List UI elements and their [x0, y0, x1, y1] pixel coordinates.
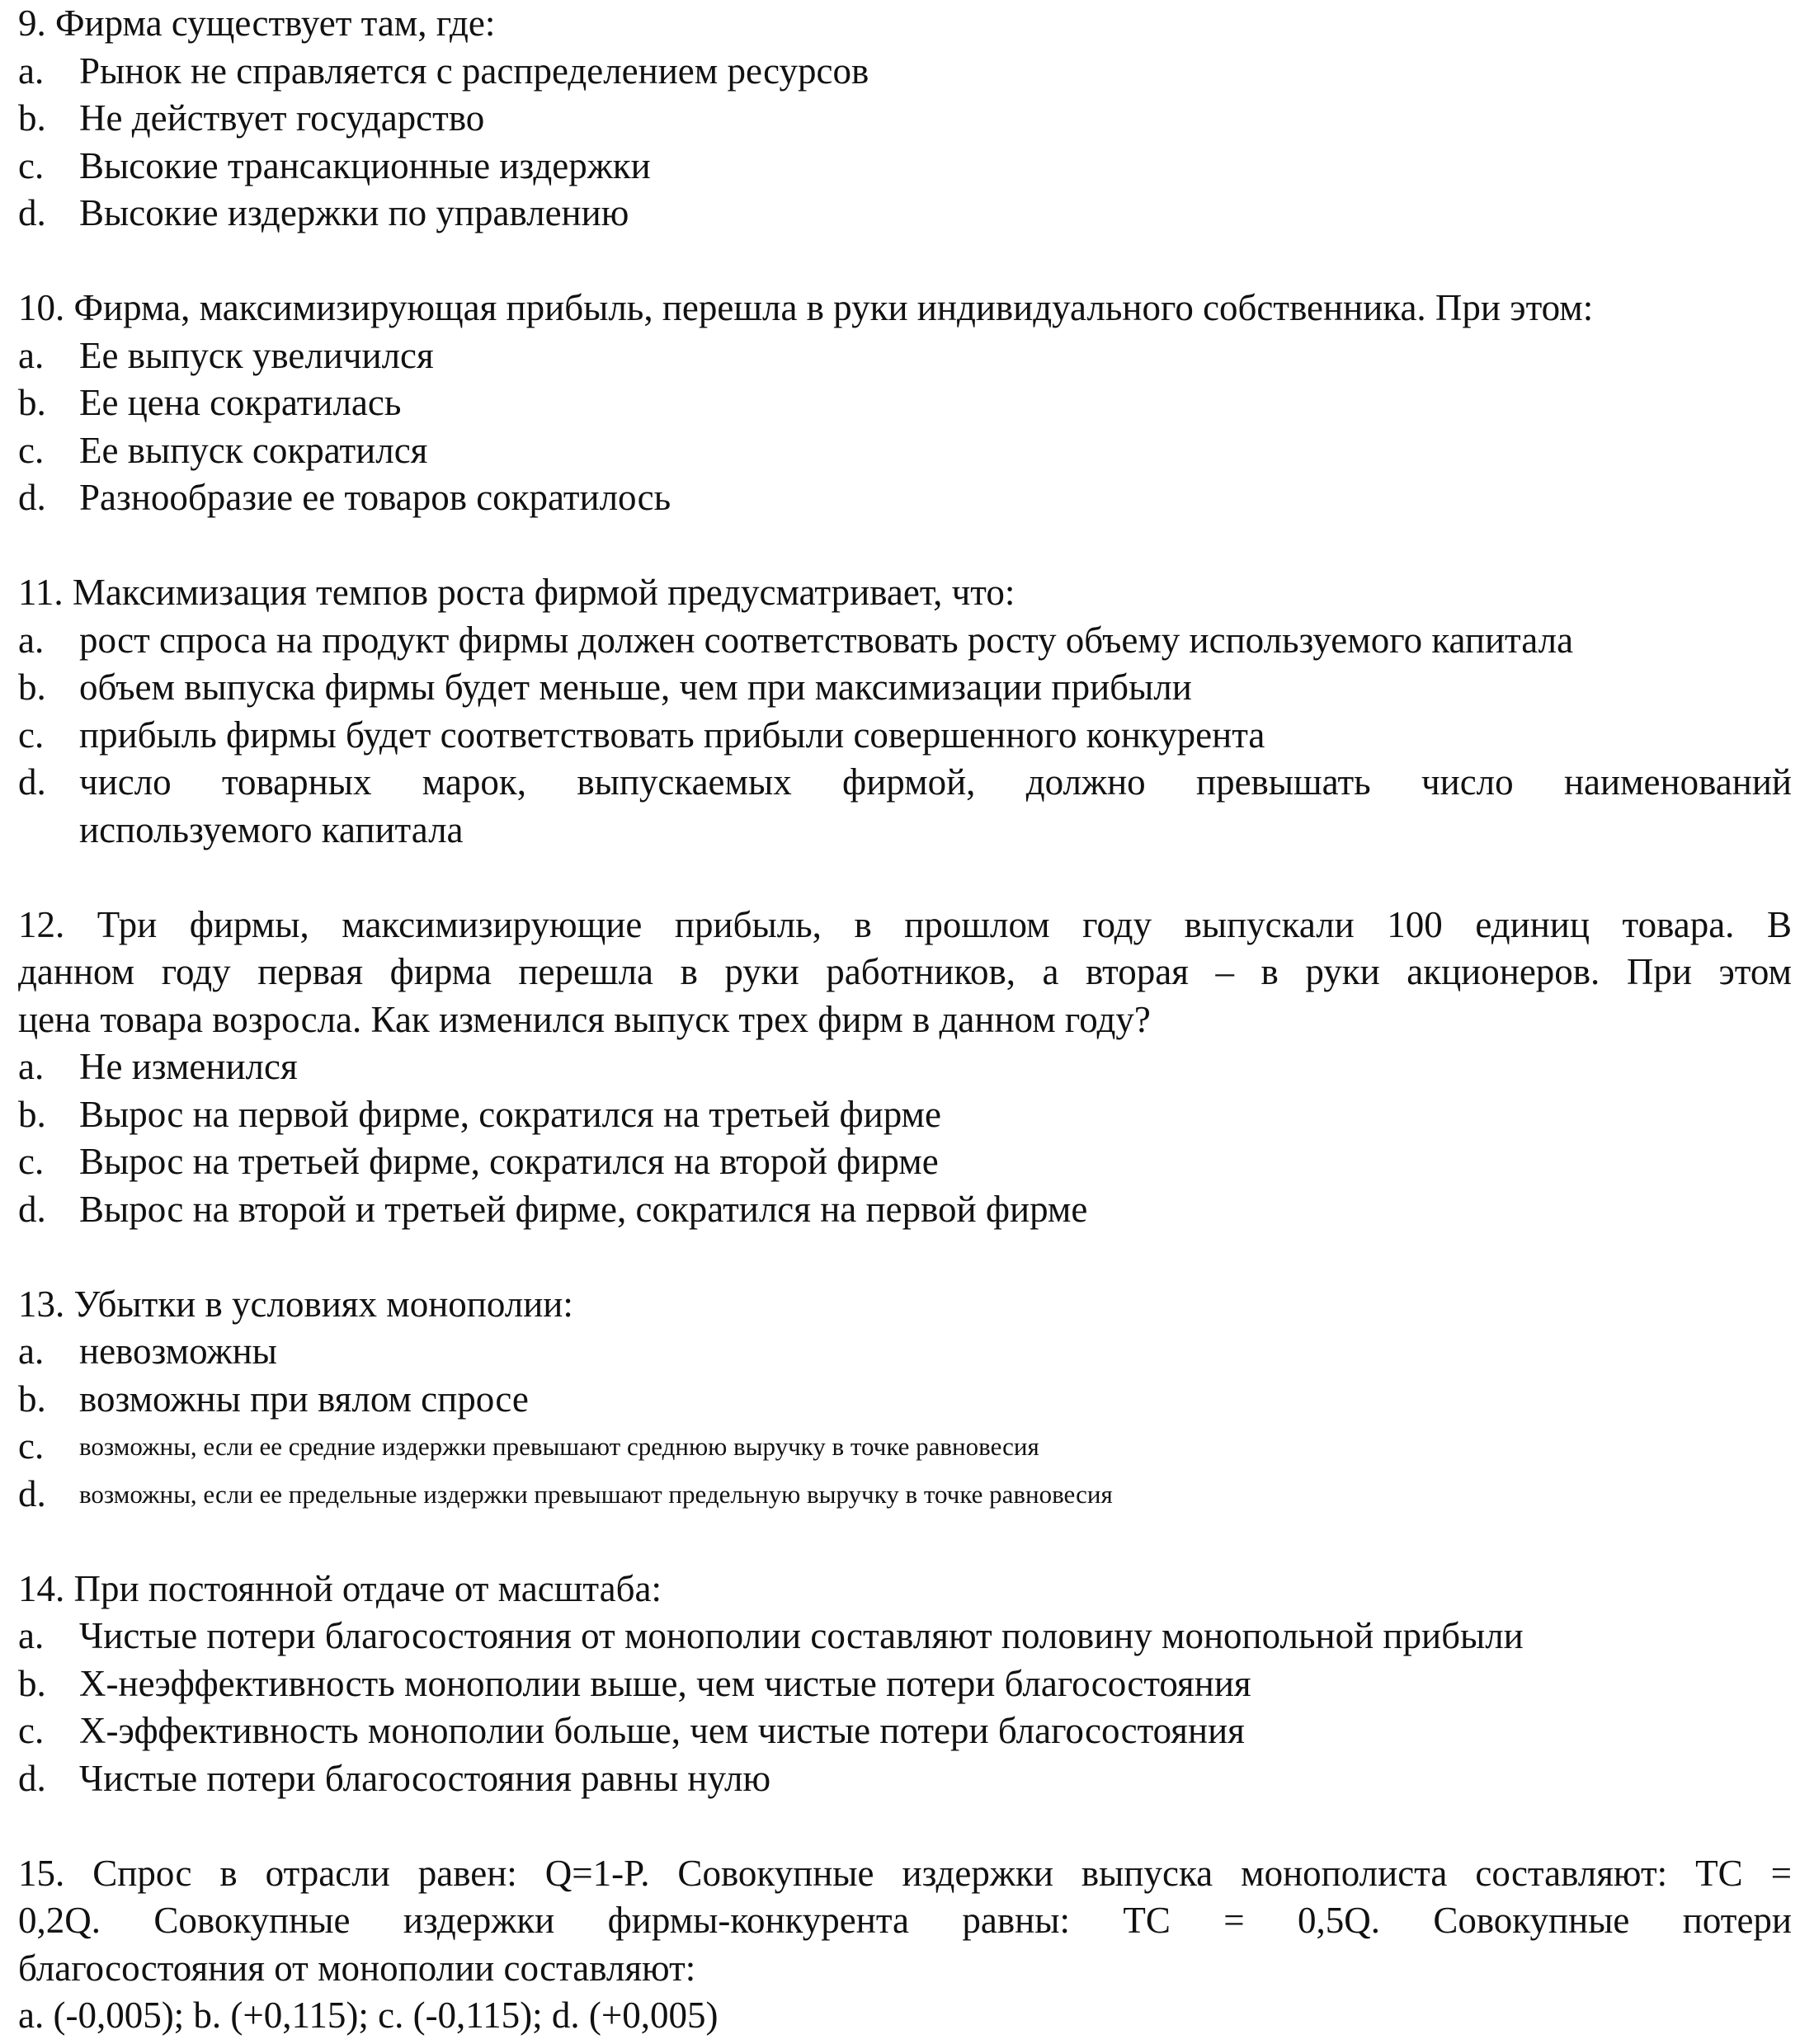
spacer [18, 1518, 1792, 1566]
option-letter: d. [18, 1757, 46, 1799]
option-text: используемого капитала [79, 808, 464, 850]
option-letter: a. [18, 1046, 45, 1087]
question-12-option-a[interactable] [18, 1043, 1792, 1091]
option-text: прибыль фирмы будет соответствовать прибыли совершенного конкурента [79, 714, 1265, 756]
option-letter: a. [18, 1330, 45, 1372]
stem-line: благосостояния от монополии составляют: [18, 1947, 696, 1989]
option-letter: d. [18, 761, 46, 803]
question-9-option-a[interactable] [18, 48, 1792, 96]
question-12-option-c[interactable] [18, 1138, 1792, 1186]
question-11-stem: 11. Максимизация темпов роста фирмой предусматривает, что: [18, 572, 1015, 613]
question-11-option-b[interactable] [18, 664, 1792, 712]
option-text: Ее выпуск увеличился [79, 334, 434, 376]
question-15-stem [18, 1850, 1792, 1993]
stem-line: цена товара возросла. Как изменился выпуск трех фирм в данном году? [18, 998, 1151, 1040]
option-letter: b. [18, 382, 46, 423]
option-letter: d. [18, 1188, 46, 1230]
option-text: Х-неэффективность монополии выше, чем чистые потери благосостояния [79, 1662, 1251, 1704]
option-letter: b. [18, 666, 46, 708]
question-10-option-c[interactable] [18, 427, 1792, 475]
option-text: Х-эффективность монополии больше, чем чистые потери благосостояния [79, 1710, 1245, 1751]
question-13-option-d[interactable] [18, 1471, 1792, 1519]
option-letter: c. [18, 1141, 45, 1182]
stem-line: 0,2Q. Совокупные издержки фирмы-конкурента равны: TC = 0,5Q. Совокупные потери [18, 1900, 1792, 1941]
option-text: возможны, если ее средние издержки превышают среднюю выручку в точке равновесия [79, 1432, 1039, 1461]
question-11-option-a[interactable] [18, 617, 1792, 665]
question-12-stem [18, 902, 1792, 1044]
option-text: Чистые потери благосостояния от монополии составляют половину монопольной прибыли [79, 1615, 1524, 1656]
option-text: Вырос на третьей фирме, сократился на второй фирме [79, 1141, 939, 1182]
option-text: невозможны [79, 1330, 277, 1372]
option-text: Разнообразие ее товаров сократилось [79, 477, 671, 518]
spacer [18, 238, 1792, 285]
question-10-stem: 10. Фирма, максимизирующая прибыль, перешла в руки индивидуального собственника. При этом: [18, 287, 1594, 328]
option-text: возможны при вялом спросе [79, 1378, 529, 1420]
question-13-stem: 13. Убытки в условиях монополии: [18, 1283, 573, 1325]
spacer [18, 1802, 1792, 1850]
option-letter: c. [18, 714, 45, 756]
question-9-stem: 9. Фирма существует там, где: [18, 2, 496, 44]
stem-line: данном году первая фирма перешла в руки работников, а вторая – в руки акционеров. При этом [18, 951, 1792, 992]
question-14-option-a[interactable] [18, 1613, 1792, 1660]
question-13-option-c[interactable] [18, 1423, 1792, 1471]
question-14-option-b[interactable] [18, 1660, 1792, 1708]
question-12-option-d[interactable] [18, 1186, 1792, 1234]
option-letter: c. [18, 429, 45, 471]
option-letter: a. [18, 49, 45, 92]
question-10-option-d[interactable] [18, 474, 1792, 522]
question-12-option-b[interactable] [18, 1091, 1792, 1139]
option-letter: c. [18, 1425, 45, 1467]
question-15-answers[interactable]: a. (-0,005); b. (+0,115); c. (-0,115); d. (+0,005) [18, 1995, 719, 2036]
option-text: Высокие издержки по управлению [79, 192, 629, 233]
option-letter: b. [18, 97, 46, 139]
stem-line: 15. Спрос в отрасли равен: Q=1-P. Совокупные издержки выпуска монополиста составляют: TC = [18, 1852, 1792, 1894]
option-letter: b. [18, 1093, 46, 1135]
stem-line: 12. Три фирмы, максимизирующие прибыль, в прошлом году выпускали 100 единиц товара. В [18, 903, 1792, 945]
option-text: Не действует государство [79, 97, 485, 139]
question-10-option-a[interactable] [18, 332, 1792, 380]
option-text: рост спроса на продукт фирмы должен соответствовать росту объему используемого капитала [79, 619, 1574, 661]
option-indent [18, 807, 79, 855]
document-page [18, 0, 1792, 2040]
option-text: Вырос на первой фирме, сократился на третьей фирме [79, 1093, 941, 1135]
option-text: Ее выпуск сократился [79, 429, 428, 471]
question-13-option-b[interactable] [18, 1376, 1792, 1424]
option-letter: b. [18, 1378, 46, 1420]
option-text: Вырос на второй и третьей фирме, сократился на первой фирме [79, 1188, 1088, 1230]
question-9-option-d[interactable] [18, 190, 1792, 238]
option-text: объем выпуска фирмы будет меньше, чем при максимизации прибыли [79, 666, 1192, 708]
option-text: Чистые потери благосостояния равны нулю [79, 1757, 771, 1799]
option-letter: b. [18, 1662, 46, 1704]
option-text: возможны, если ее предельные издержки превышают предельную выручку в точке равновесия [79, 1479, 1113, 1509]
option-letter: d. [18, 477, 46, 518]
question-9-option-b[interactable] [18, 95, 1792, 143]
spacer [18, 854, 1792, 902]
option-text: Не изменился [79, 1046, 298, 1087]
question-9-option-c[interactable] [18, 143, 1792, 191]
option-letter: d. [18, 192, 46, 233]
spacer [18, 522, 1792, 570]
option-letter: a. [18, 619, 45, 661]
question-14-option-c[interactable] [18, 1707, 1792, 1755]
question-14-stem: 14. При постоянной отдаче от масштаба: [18, 1567, 662, 1609]
option-text: Рынок не справляется с распределением ресурсов [79, 49, 869, 92]
option-text: Ее цена сократилась [79, 382, 402, 423]
option-letter: d. [18, 1472, 46, 1514]
question-10-option-b[interactable] [18, 379, 1792, 427]
option-letter: c. [18, 144, 45, 186]
option-letter: c. [18, 1710, 45, 1751]
question-13-option-a[interactable] [18, 1328, 1792, 1376]
option-letter: a. [18, 1615, 45, 1656]
spacer [18, 1233, 1792, 1281]
option-text: Высокие трансакционные издержки [79, 144, 651, 186]
question-11-option-c[interactable] [18, 712, 1792, 760]
question-14-option-d[interactable] [18, 1755, 1792, 1803]
question-11-option-d[interactable] [18, 759, 1792, 807]
question-11-option-d-continued [18, 807, 1792, 855]
option-text: число товарных марок, выпускаемых фирмой, должно превышать число наименований [79, 761, 1792, 803]
option-letter: a. [18, 334, 45, 376]
